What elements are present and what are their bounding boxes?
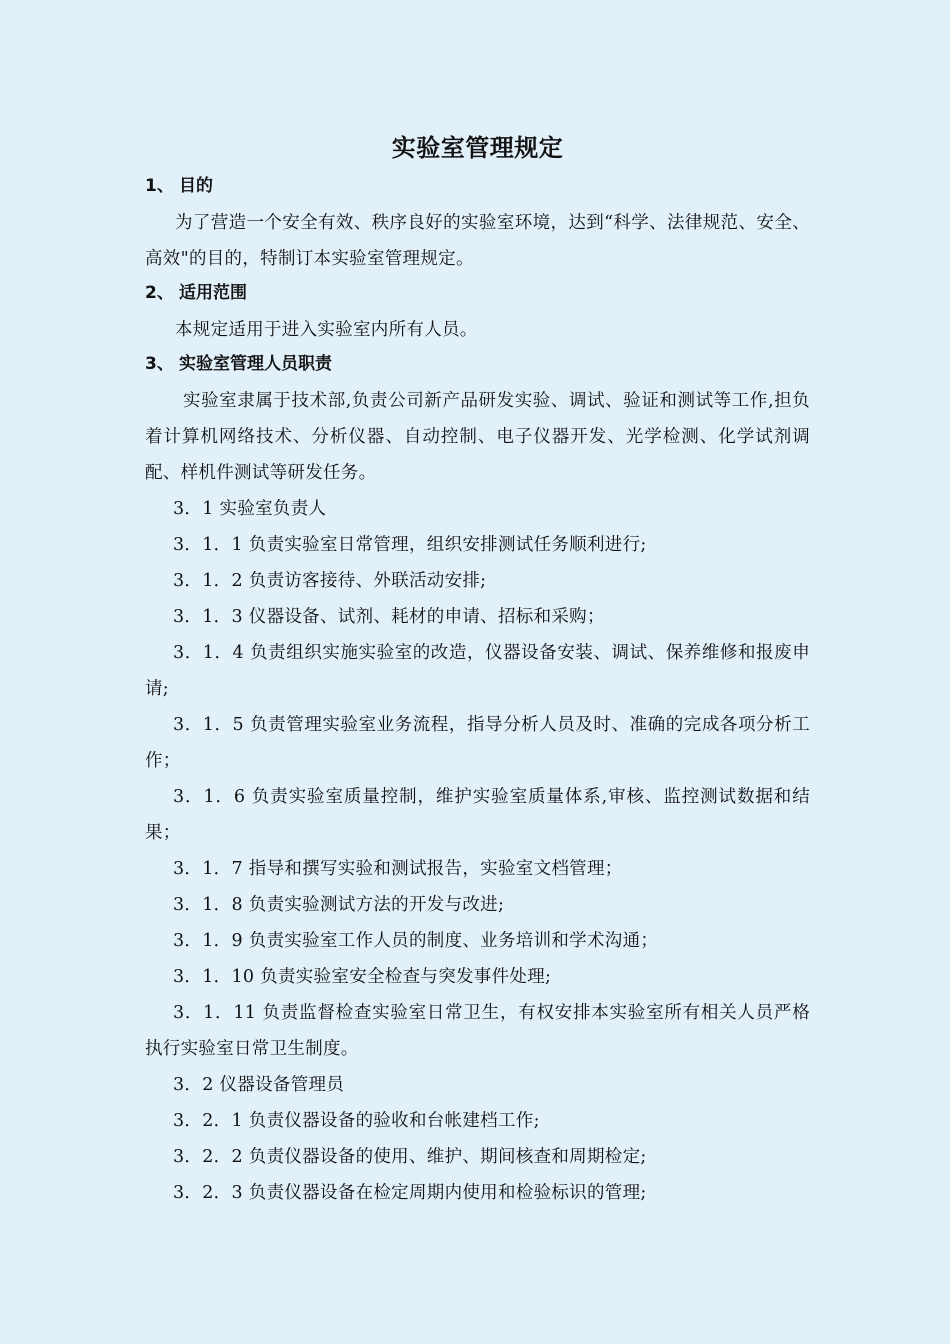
- section-1-heading: [145, 170, 810, 205]
- section-3-number: 3、: [145, 354, 174, 374]
- list-item: 3．1．2 负责访客接待、外联活动安排;: [173, 571, 487, 591]
- section-2-title: 适用范围: [179, 283, 247, 303]
- list-item: 3．1．4 负责组织实施实验室的改造，仪器设备安装、调试、保养维修和报废申请;: [145, 643, 810, 699]
- list-item: 3．2 仪器设备管理员: [173, 1075, 345, 1095]
- list-item: 3．1．6 负责实验室质量控制，维护实验室质量体系,审核、监控测试数据和结果；: [145, 787, 810, 843]
- list-item: 3．1．1 负责实验室日常管理，组织安排测试任务顺利进行;: [173, 535, 647, 555]
- list-item: 3．2．1 负责仪器设备的验收和台帐建档工作;: [173, 1111, 540, 1131]
- section-3-heading: [145, 348, 810, 383]
- list-item: 3．1．3 仪器设备、试剂、耗材的申请、招标和采购；: [173, 607, 605, 627]
- document-page: [145, 128, 810, 1211]
- section-1-number: 1、: [145, 176, 174, 196]
- section-2-paragraph: 本规定适用于进入实验室内所有人员。: [175, 320, 478, 340]
- list-item: 3．1．8 负责实验测试方法的开发与改进;: [173, 895, 505, 915]
- list-item: 3．1 实验室负责人: [173, 499, 327, 519]
- section-1-paragraph: 为了营造一个安全有效、秩序良好的实验室环境，达到“科学、法律规范、安全、高效"的目的，特制订本实验室管理规定。: [145, 213, 810, 269]
- list-item: 3．1．9 负责实验室工作人员的制度、业务培训和学术沟通；: [173, 931, 659, 951]
- section-3-title: 实验室管理人员职责: [179, 354, 332, 374]
- list-item: 3．1．11 负责监督检查实验室日常卫生，有权安排本实验室所有相关人员严格执行实验室日常卫生制度。: [145, 1003, 810, 1059]
- document-title: 实验室管理规定: [391, 134, 564, 162]
- list-item: 3．1．10 负责实验室安全检查与突发事件处理;: [173, 967, 552, 987]
- list-item: 3．2．2 负责仪器设备的使用、维护、期间核查和周期检定;: [173, 1147, 647, 1167]
- list-item: 3．2．3 负责仪器设备在检定周期内使用和检验标识的管理;: [173, 1183, 647, 1203]
- section-2-number: 2、: [145, 283, 174, 303]
- list-item: 3．1．7 指导和撰写实验和测试报告，实验室文档管理；: [173, 859, 623, 879]
- section-2-heading: [145, 277, 810, 312]
- section-3-paragraph: 实验室隶属于技术部,负责公司新产品研发实验、调试、验证和测试等工作,担负着计算机网络技术、分析仪器、自动控制、电子仪器开发、光学检测、化学试剂调配、样机件测试等研发任务。: [145, 391, 810, 483]
- section-1-title: 目的: [179, 176, 213, 196]
- list-item: 3．1．5 负责管理实验室业务流程，指导分析人员及时、准确的完成各项分析工作；: [145, 715, 810, 771]
